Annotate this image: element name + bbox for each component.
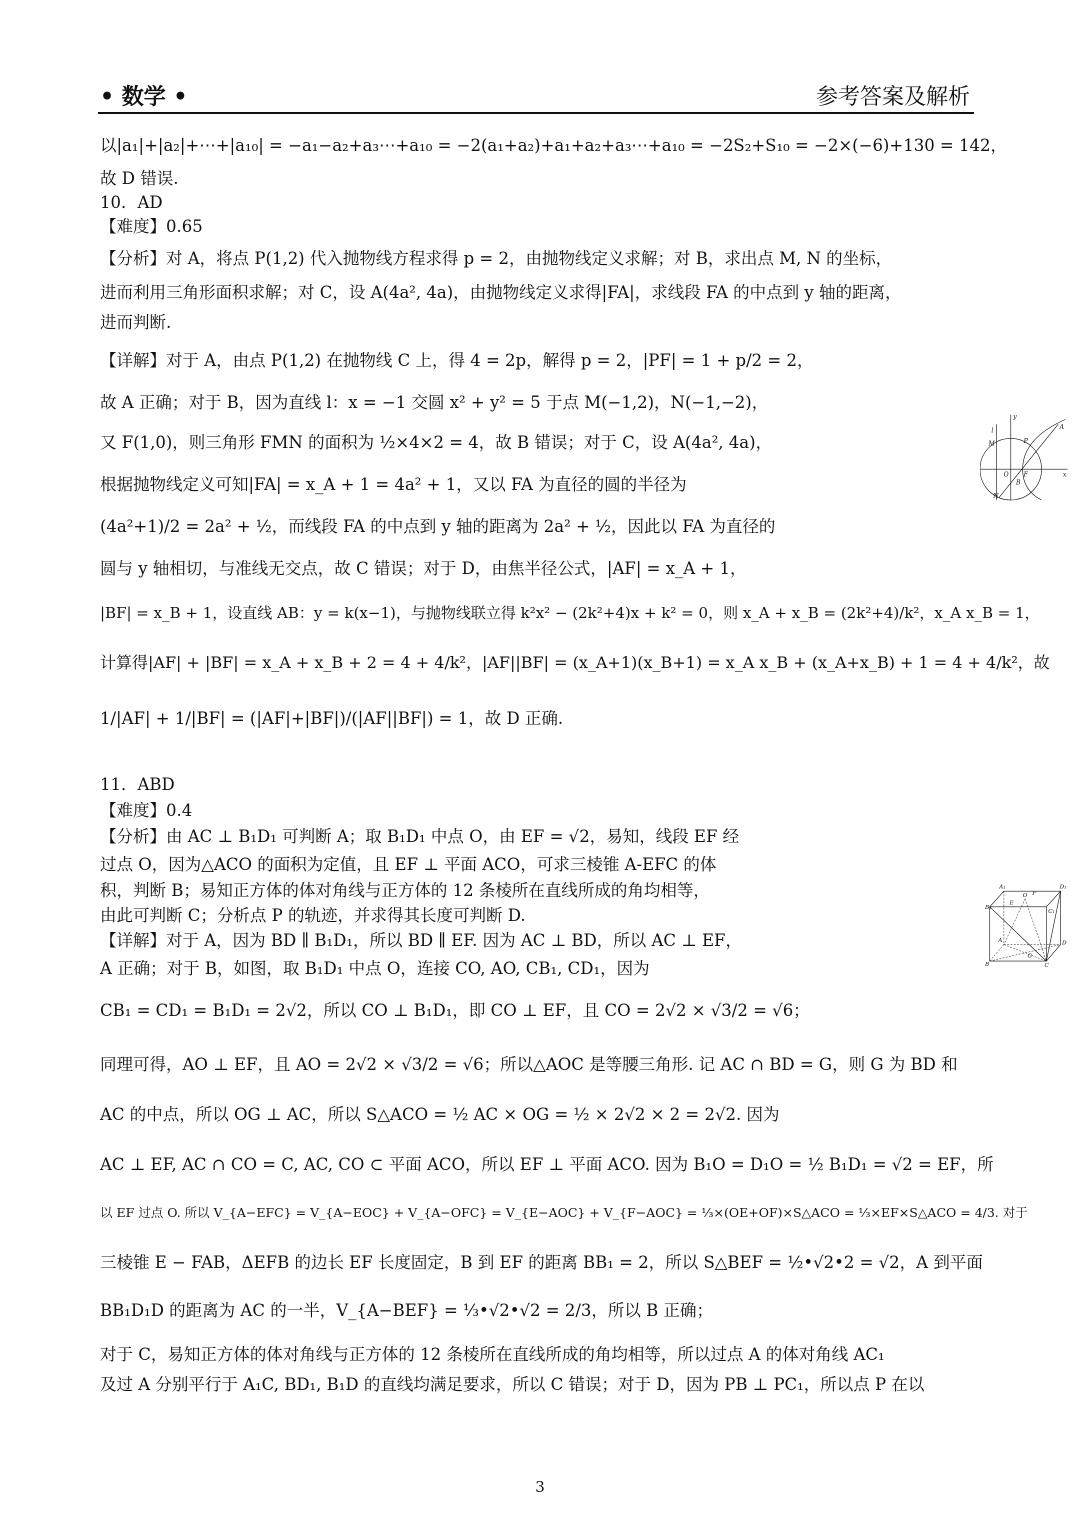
label-a: A bbox=[998, 938, 1003, 945]
text-line: 根据抛物线定义可知|FA| = x_A + 1 = 4a² + 1，又以 FA 为直径的圆的半径为 bbox=[100, 475, 687, 494]
label-b: B bbox=[1016, 479, 1021, 487]
label-d1: D₁ bbox=[1059, 884, 1067, 891]
text-line: 进而判断. bbox=[100, 313, 172, 332]
question-number: 10．AD bbox=[100, 193, 163, 212]
label-o: O bbox=[1003, 471, 1009, 479]
label-e: E bbox=[1009, 900, 1014, 907]
label-n: N bbox=[993, 493, 999, 501]
text-line: 圆与 y 轴相切，与准线无交点，故 C 错误；对于 D，由焦半径公式，|AF| = x_A + 1， bbox=[100, 559, 747, 578]
label-f: F bbox=[1032, 890, 1037, 897]
label-b: B bbox=[985, 961, 990, 968]
text-line: CB₁ = CD₁ = B₁D₁ = 2√2，所以 CO ⊥ B₁D₁，即 CO ⊥ EF，且 CO = 2√2 × √3/2 = √6； bbox=[100, 1001, 810, 1020]
text-line: A 正确；对于 B，如图，取 B₁D₁ 中点 O，连接 CO, AO, CB₁, CD₁，因为 bbox=[100, 959, 650, 978]
difficulty: 【难度】0.65 bbox=[100, 217, 203, 236]
label-c1: C₁ bbox=[1048, 908, 1055, 915]
text-line: AC 的中点，所以 OG ⊥ AC，所以 S△ACO = ½ AC × OG = ½ × 2√2 × 2 = 2√2. 因为 bbox=[100, 1105, 780, 1124]
edge-cd bbox=[1046, 945, 1060, 962]
cube-figure bbox=[985, 832, 1070, 1017]
hidden-edge-bd bbox=[990, 945, 1061, 962]
text-line: 又 F(1,0)，则三角形 FMN 的面积为 ½×4×2 = 4，故 B 错误；对于 C，设 A(4a², 4a)， bbox=[100, 433, 773, 452]
text-line: BB₁D₁D 的距离为 AC 的一半，V_{A−BEF} = ⅓•√2•√2 = 2/3，所以 B 正确； bbox=[100, 1301, 714, 1320]
label-p: P bbox=[1023, 438, 1028, 446]
text-line: 由此可判断 C；分析点 P 的轨迹，并求得其长度可判断 D. bbox=[100, 906, 526, 925]
page-number: 3 bbox=[535, 1478, 545, 1496]
line-ab bbox=[999, 424, 1058, 497]
text-line: 对于 C，易知正方体的体对角线与正方体的 12 条棱所在直线所成的角均相等，所以过点 A 的体对角线 AC₁ bbox=[100, 1345, 885, 1364]
label-d: D bbox=[1061, 940, 1067, 947]
label-m: M bbox=[988, 440, 995, 448]
label-a1: A₁ bbox=[999, 884, 1006, 891]
question-number: 11．ABD bbox=[100, 775, 175, 794]
text-line: 计算得|AF| + |BF| = x_A + x_B + 2 = 4 + 4/k²，|AF||BF| = (x_A+1)(x_B+1) = x_A x_B + (x_A+x_B) + 1 = 4 + 4/k²，故 bbox=[100, 653, 1050, 672]
text-line: 及过 A 分别平行于 A₁C, BD₁, B₁D 的直线均满足要求，所以 C 错误；对于 D，因为 PB ⊥ PC₁，所以点 P 在以 bbox=[100, 1375, 925, 1394]
text-line: AC ⊥ EF, AC ∩ CO = C, AC, CO ⊂ 平面 ACO，所以 EF ⊥ 平面 ACO. 因为 B₁O = D₁O = ½ B₁D₁ = √2 = EF，所 bbox=[100, 1155, 994, 1174]
label-o: O bbox=[1022, 892, 1028, 899]
label-a: A bbox=[1059, 423, 1065, 431]
text-line: 【分析】由 AC ⊥ B₁D₁ 可判断 A；取 B₁D₁ 中点 O，由 EF = √2，易知，线段 EF 经 bbox=[100, 827, 740, 846]
parabola-circle-figure bbox=[980, 360, 1070, 550]
label-l: l bbox=[991, 427, 994, 435]
text-line: 【分析】对 A，将点 P(1,2) 代入抛物线方程求得 p = 2，由抛物线定义求解；对 B，求出点 M, N 的坐标， bbox=[100, 249, 893, 268]
text-line: 故 D 错误. bbox=[100, 169, 179, 188]
text-line: 进而利用三角形面积求解；对 C，设 A(4a², 4a)，由抛物线定义求得|FA|，求线段 FA 的中点到 y 轴的距离， bbox=[100, 283, 902, 302]
text-line: 【详解】对于 A，由点 P(1,2) 在抛物线 C 上，得 4 = 2p，解得 p = 2，|PF| = 1 + p/2 = 2， bbox=[100, 351, 814, 370]
text-line: 积，判断 B；易知正方体的体对角线与正方体的 12 条棱所在直线所成的角均相等， bbox=[100, 881, 710, 900]
label-y: y bbox=[1013, 413, 1017, 421]
text-line: 三棱锥 E − FAB，ΔEFB 的边长 EF 长度固定，B 到 EF 的距离 BB₁ = 2，所以 S△BEF = ½•√2•2 = √2，A 到平面 bbox=[100, 1253, 983, 1272]
parabola bbox=[1023, 419, 1066, 500]
text-line: 以 EF 过点 O. 所以 V_{A−EFC} = V_{A−EOC} + V_{A−OFC} = V_{E−AOC} + V_{F−AOC} = ⅓×(OE+OF)×S△ACO = ⅓×EF×S△ACO = 4/3. 对于 bbox=[100, 1205, 1028, 1220]
edge-d1c bbox=[1046, 891, 1060, 961]
label-f: F bbox=[1023, 471, 1028, 479]
text-line: 1/|AF| + 1/|BF| = (|AF|+|BF|)/(|AF||BF|) = 1，故 D 正确. bbox=[100, 709, 564, 728]
text-line: |BF| = x_B + 1，设直线 AB：y = k(x−1)，与抛物线联立得 k²x² − (2k²+4)x + k² = 0，则 x_A + x_B = (2k²+4)/k²，x_A x_B = 1， bbox=[100, 604, 1040, 622]
hidden-edge-oc bbox=[1025, 899, 1046, 961]
text-line: 同理可得，AO ⊥ EF，且 AO = 2√2 × √3/2 = √6；所以△AOC 是等腰三角形. 记 AC ∩ BD = G，则 G 为 BD 和 bbox=[100, 1055, 958, 1074]
difficulty: 【难度】0.4 bbox=[100, 801, 193, 820]
text-line: 过点 O，因为△ACO 的面积为定值，且 EF ⊥ 平面 ACO，可求三棱锥 A-EFC 的体 bbox=[100, 855, 717, 874]
label-x: x bbox=[1062, 471, 1067, 479]
text-line: 以|a₁|+|a₂|+⋯+|a₁₀| = −a₁−a₂+a₃⋯+a₁₀ = −2(a₁+a₂)+a₁+a₂+a₃⋯+a₁₀ = −2S₂+S₁₀ = −2×(−6)+130 = 142， bbox=[100, 136, 1008, 155]
edge-b1c bbox=[990, 907, 1047, 961]
text-line: 故 A 正确；对于 B，因为直线 l：x = −1 交圆 x² + y² = 5 于点 M(−1,2)，N(−1,−2)， bbox=[100, 393, 769, 412]
text-line: (4a²+1)/2 = 2a² + ½，而线段 FA 的中点到 y 轴的距离为 2a² + ½，因此以 FA 为直径的 bbox=[100, 517, 776, 536]
text-line: 【详解】对于 A，因为 BD ∥ B₁D₁，所以 BD ∥ EF. 因为 AC ⊥ BD，所以 AC ⊥ EF， bbox=[100, 931, 743, 950]
hidden-edge-ab bbox=[990, 945, 1004, 962]
header-divider bbox=[98, 112, 974, 114]
header-subject: • 数学 • bbox=[100, 84, 188, 110]
header-title: 参考答案及解析 bbox=[815, 85, 970, 110]
label-c: C bbox=[1044, 963, 1049, 970]
label-b1: B₁ bbox=[985, 905, 992, 912]
label-g: G bbox=[1027, 953, 1033, 960]
